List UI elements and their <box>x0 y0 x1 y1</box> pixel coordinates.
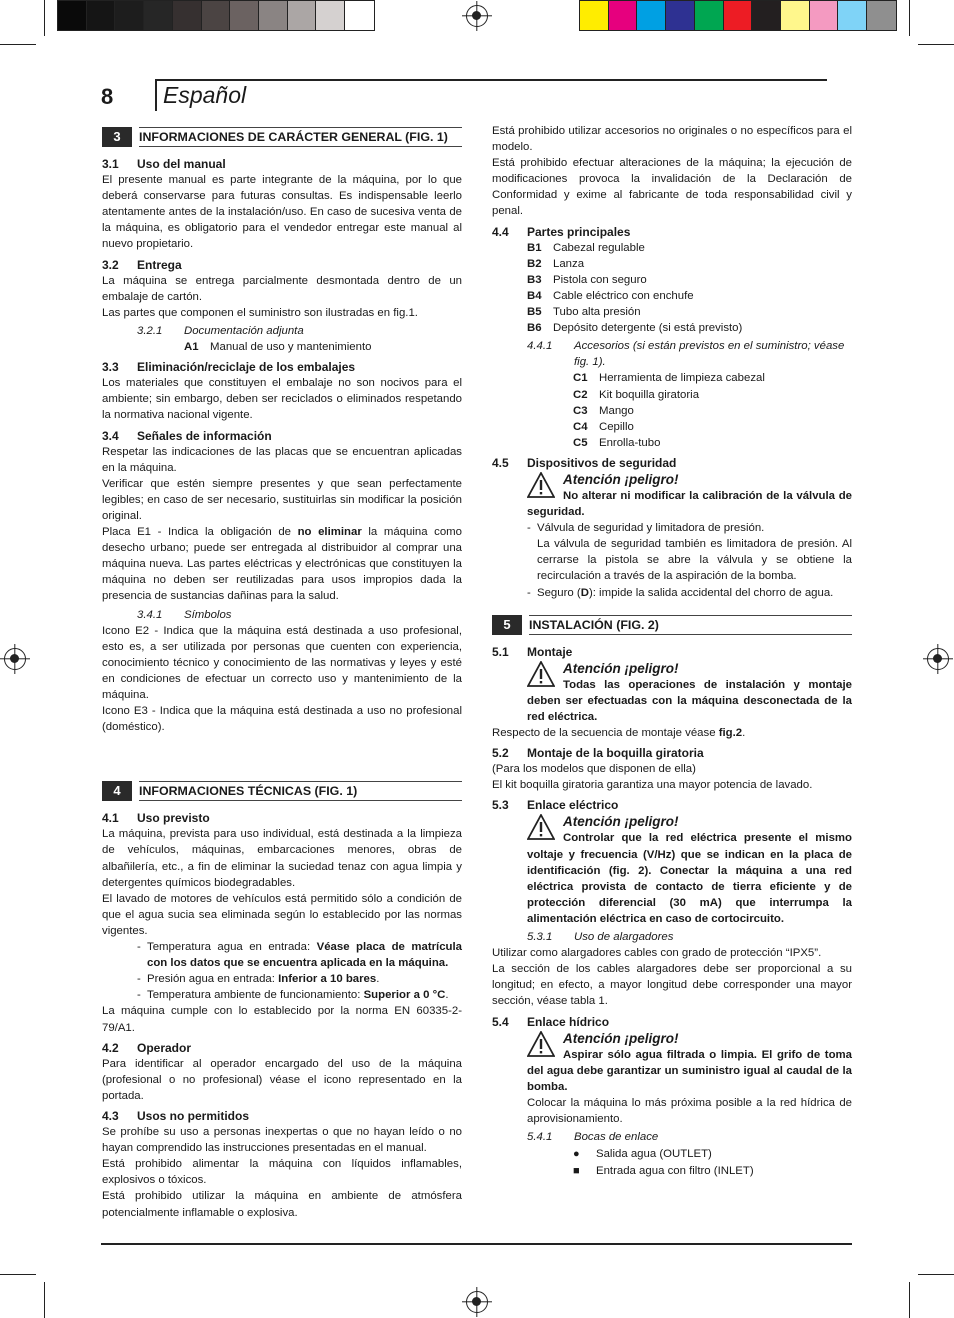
danger-warning: Atención ¡peligro! Aspirar sólo agua filtrada o limpia. El grifo de toma del agua debe garantizar un suministro igual al caudal de la bomba. <box>527 1030 852 1093</box>
sub-subsection-heading: 4.4.1 Accesorios (si están previstos en el suministro; véase fig. 1). <box>527 340 845 369</box>
dash-item: - Válvula de seguridad y limitadora de presión. <box>527 522 765 535</box>
color-swatch <box>666 1 695 30</box>
sub-subsection-heading: 5.3.1 Uso de alargadores <box>527 931 674 944</box>
subsection-heading: 4.1 Uso previsto <box>102 811 210 826</box>
color-swatch <box>695 1 724 30</box>
subsection-heading: 4.4 Partes principales <box>492 224 631 239</box>
list-item: B6 Depósito detergente (si está previsto) <box>527 322 743 335</box>
crop-mark <box>44 1282 45 1318</box>
list-item: B5 Tubo alta presión <box>527 306 641 319</box>
paragraph: Icono E2 - Indica que la máquina está destinada a uso profesional, esto es, a ser utilizada por personas que cuenten con experiencia, conocimiento técnico y conocimiento de las normativas y leyes y esté en condiciones de efectuar un correcto uso y mantenimiento de la máquina. <box>102 624 462 701</box>
section-number: 5 <box>492 615 522 635</box>
subsection-heading: 5.1 Montaje <box>492 644 573 659</box>
color-swatch <box>609 1 638 30</box>
paragraph: Está prohibido alimentar la máquina con líquidos inflamables, explosivos o tóxicos. <box>102 1158 462 1187</box>
subsection-heading: 3.4 Señales de información <box>102 428 272 443</box>
square-bullet-icon: ■ <box>573 1165 580 1178</box>
dash-item: - Presión agua en entrada: Inferior a 10 bares. <box>137 973 380 986</box>
dash-item: - Seguro (D): impide la salida accidental del chorro de agua. <box>527 586 834 599</box>
circle-bullet-icon: ● <box>573 1148 580 1161</box>
registration-mark-icon <box>4 648 26 670</box>
gray-color-bar <box>57 0 375 31</box>
color-swatch <box>259 1 288 30</box>
section-3-header <box>102 127 462 147</box>
sub-subsection-heading: 3.2.1 Documentación adjunta <box>137 324 304 337</box>
color-swatch <box>173 1 202 30</box>
paragraph: Los materiales que constituyen el embalaje no son nocivos para el ambiente; sin embargo, deben ser reciclados o eliminados respetando la normativa nacional vigente. <box>102 377 462 422</box>
danger-warning: Atención ¡peligro! Todas las operaciones de instalación y montaje deben ser efectuadas con la máquina desconectada de la red eléctrica. <box>527 660 852 723</box>
paragraph: Está prohibido utilizar accesorios no originales o no específicos para el modelo. <box>492 125 852 154</box>
subsection-heading: 3.1 Uso del manual <box>102 157 226 171</box>
paragraph: Está prohibido utilizar la máquina en ambiente de atmósfera potencialmente inflamable o explosiva. <box>102 1190 462 1219</box>
crop-mark <box>0 1274 36 1275</box>
paragraph: Utilizar como alargadores cables con grado de protección “IPX5”. <box>492 947 822 960</box>
footer-rule <box>101 1243 852 1245</box>
registration-mark-icon <box>466 5 488 27</box>
sub-subsection-heading: 3.4.1 Símbolos <box>137 608 232 621</box>
color-swatch <box>867 1 896 30</box>
list-item: C5 Enrolla-tubo <box>573 436 661 449</box>
danger-warning: Atención ¡peligro! No alterar ni modificar la calibración de la válvula de seguridad. <box>527 471 852 519</box>
sub-subsection-heading: 5.4.1 Bocas de enlace <box>527 1131 659 1144</box>
page-language-title: Español <box>163 82 247 108</box>
crop-mark <box>909 1282 910 1318</box>
paragraph: El lavado de motores de vehículos está permitido sólo a condición de que el agua sucia sea eliminada según lo establecido por las normas vigentes. <box>102 892 462 937</box>
warning-triangle-icon <box>527 661 555 687</box>
bullet-item: ● Salida agua (OUTLET) <box>573 1146 852 1162</box>
list-item: B2 Lanza <box>527 257 585 270</box>
subsection-heading: 4.5 Dispositivos de seguridad <box>492 455 677 470</box>
dash-item: - Temperatura agua en entrada: Véase placa de matrícula con los datos que se encuentra aplicada en la máquina. <box>137 941 462 970</box>
crop-mark <box>918 1274 954 1275</box>
color-swatch <box>58 1 87 30</box>
color-swatch <box>752 1 781 30</box>
list-item: C4 Cepillo <box>573 420 634 433</box>
process-color-bar <box>579 0 897 31</box>
paragraph: Está prohibido efectuar alteraciones de la máquina; la ejecución de modificaciones provoca la invalidación de la Declaración de Conformidad y exime al fabricante de toda responsabilidad civil y penal. <box>492 157 852 218</box>
header-frame <box>155 79 827 111</box>
paragraph: Las partes que componen el suministro son ilustradas en fig.1. <box>102 306 418 319</box>
crop-mark <box>44 0 45 36</box>
paragraph: La sección de los cables alargadores debe ser proporcional a su longitud; en efecto, a mayor longitud debe corresponder una mayor sección, véase tabla 1. <box>492 963 852 1008</box>
subsection-heading: 5.4 Enlace hídrico <box>492 1014 610 1029</box>
list-item: B4 Cable eléctrico con enchufe <box>527 289 694 302</box>
paragraph: Colocar la máquina lo más próxima posible a la red hídrica de aprovisionamiento. <box>527 1096 852 1125</box>
color-swatch <box>781 1 810 30</box>
left-column <box>102 127 462 1221</box>
subsection-heading: 5.3 Enlace eléctrico <box>492 798 619 813</box>
page-number: 8 <box>101 84 114 109</box>
list-item: C1 Herramienta de limpieza cabezal <box>573 372 765 385</box>
paragraph: La máquina cumple con lo establecido por la norma EN 60335-2-79/A1. <box>102 1005 462 1034</box>
paragraph: La máquina, prevista para uso individual, está destinada a la limpieza de vehículos, máquinas, embarcaciones menores, obras de albañilería, etc., a fin de eliminar la suciedad tenaz con agua limpia y detergentes químicos biodegradables. <box>102 828 462 889</box>
color-swatch <box>838 1 867 30</box>
list-item: C2 Kit boquilla giratoria <box>573 388 700 401</box>
color-swatch <box>316 1 345 30</box>
registration-mark-icon <box>466 1291 488 1313</box>
paragraph: Placa E1 - Indica la obligación de no eliminar la máquina como desecho urbano; puede ser entregada al distribuidor al comprar una máquina nueva. Las partes eléctricas y electrónicas que constituyen la máquina no deben ser reutilizadas para usos impropios dada la presencia de sustancias dañinas para la salud. <box>102 526 462 603</box>
dash-item: - Temperatura ambiente de funcionamiento: Superior a 0 °C. <box>137 989 449 1002</box>
color-swatch <box>345 1 374 30</box>
paragraph: El kit boquilla giratoria garantiza una mayor potencia de lavado. <box>492 779 813 792</box>
crop-mark <box>909 0 910 36</box>
color-swatch <box>87 1 116 30</box>
list-item: C3 Mango <box>573 404 634 417</box>
crop-mark <box>918 44 954 45</box>
section-title: INFORMACIONES TÉCNICAS (FIG. 1) <box>139 781 462 801</box>
section-5-header <box>492 615 852 635</box>
subsection-heading: 3.3 Eliminación/reciclaje de los embalajes <box>102 360 356 375</box>
subsection-heading: 3.2 Entrega <box>102 257 182 272</box>
paragraph: Verificar que estén siempre presentes y que sean perfectamente legibles; en caso de ser necesario, sustituirlas sin modificar la posición original. <box>102 477 462 522</box>
subsection-heading: 4.2 Operador <box>102 1040 192 1055</box>
bullet-item: ■ Entrada agua con filtro (INLET) <box>573 1163 852 1179</box>
subsection-heading: 4.3 Usos no permitidos <box>102 1108 250 1123</box>
color-swatch <box>637 1 666 30</box>
paragraph: Para identificar al operador encargado del uso de la máquina (profesional o no profesional) véase el icono representado en la portada. <box>102 1057 462 1102</box>
list-item: B3 Pistola con seguro <box>527 273 647 286</box>
warning-triangle-icon <box>527 472 555 498</box>
section-4-header <box>102 781 462 801</box>
paragraph: Respecto de la secuencia de montaje véase fig.2. <box>492 727 746 739</box>
warning-triangle-icon <box>527 814 555 840</box>
color-swatch <box>810 1 839 30</box>
section-number: 3 <box>102 127 132 147</box>
color-swatch <box>230 1 259 30</box>
section-number: 4 <box>102 781 132 801</box>
section-title: INSTALACIÓN (FIG. 2) <box>529 615 852 635</box>
danger-warning: Atención ¡peligro! Controlar que la red eléctrica presente el mismo voltaje y frecuencia (V/Hz) que se indican en la placa de identificación (fig. 2). Conectar la máquina a una red eléctrica provista de contacto de tierra eficiente y de protección diferencial (30 mA) que interrumpa la alimentación eléctrica en caso de cortocircuito. <box>527 814 852 925</box>
color-swatch <box>202 1 231 30</box>
subsection-heading: 5.2 Montaje de la boquilla giratoria <box>492 746 704 761</box>
paragraph: (Para los modelos que disponen de ella) <box>492 763 696 776</box>
paragraph: Icono E3 - Indica que la máquina está destinada a uso no profesional (doméstico). <box>102 705 462 734</box>
list-item: B1 Cabezal regulable <box>527 241 645 254</box>
paragraph: Respetar las indicaciones de las placas que se encuentran aplicadas en la máquina. <box>102 445 462 474</box>
paragraph: Se prohíbe su uso a personas inexpertas o que no hayan leído o no hayan comprendido las instrucciones presentadas en el manual. <box>102 1126 462 1155</box>
crop-mark <box>0 44 36 45</box>
color-swatch <box>724 1 753 30</box>
section-title: INFORMACIONES DE CARÁCTER GENERAL (FIG. 1) <box>139 127 462 147</box>
color-swatch <box>144 1 173 30</box>
color-swatch <box>580 1 609 30</box>
right-column <box>492 123 852 1179</box>
color-swatch <box>115 1 144 30</box>
warning-triangle-icon <box>527 1031 555 1057</box>
paragraph: La máquina se entrega parcialmente desmontada dentro de un embalaje de cartón. <box>102 274 462 303</box>
paragraph: El presente manual es parte integrante de la máquina, por lo que deberá conservarse para futuras consultas. Es indispensable leerlo atentamente antes de la instalación/uso. En caso de sucesiva venta de la máquina, es obligatorio para el vendedor entregar este manual al nuevo propietario. <box>102 174 462 251</box>
list-item: A1 Manual de uso y mantenimiento <box>184 341 372 354</box>
registration-mark-icon <box>927 648 949 670</box>
color-swatch <box>288 1 317 30</box>
paragraph: La válvula de seguridad también es limitadora de presión. Al cerrarse la pistola se abre la válvula y se obtiene la recirculación a través de la aspiración de la bomba. <box>537 538 852 583</box>
